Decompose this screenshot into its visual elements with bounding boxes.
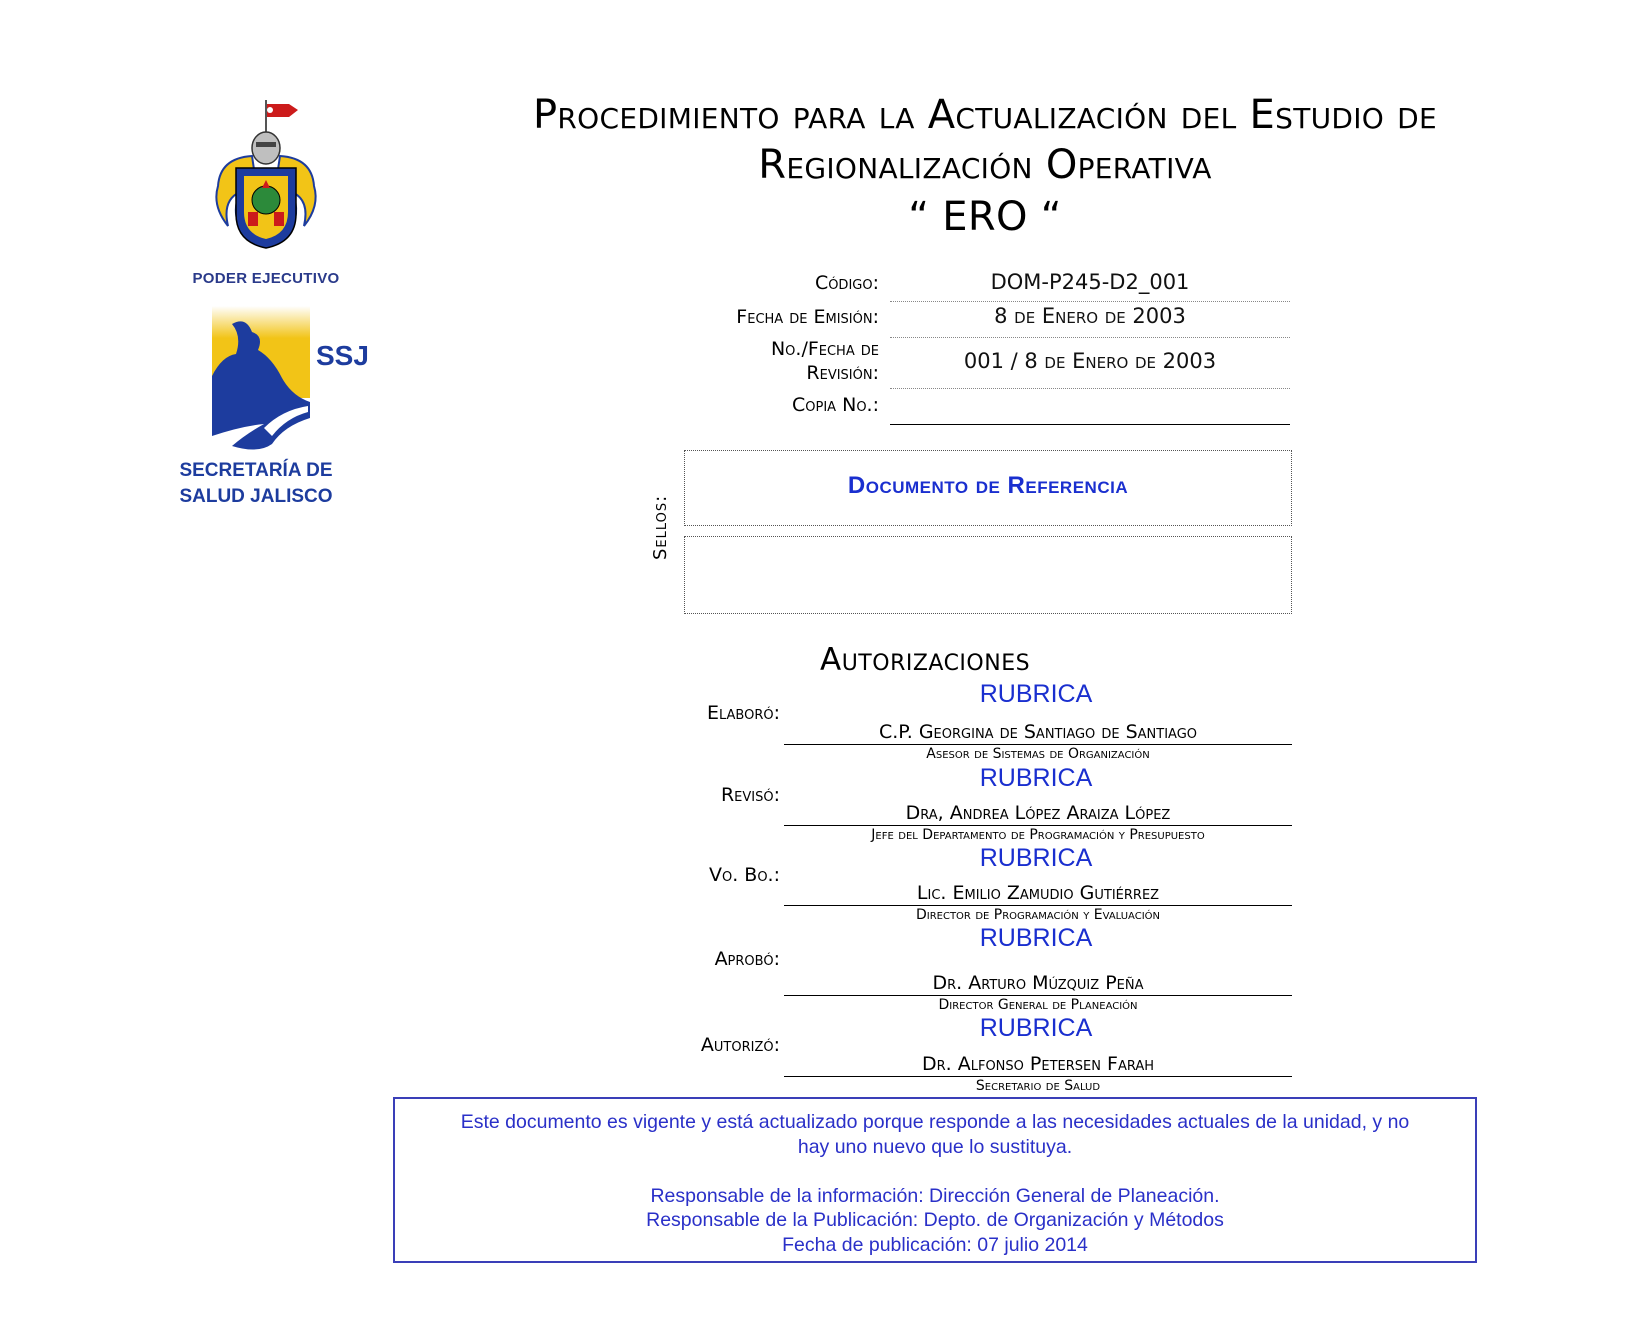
rubrica-signature: RUBRICA [979, 844, 1093, 872]
signer-position: Secretario de Salud [975, 1078, 1101, 1094]
ssj-emblem-icon [212, 306, 312, 454]
revision-value: 001 / 8 de Enero de 2003 [963, 349, 1217, 373]
role-label: Autorizó: [700, 1034, 780, 1056]
notice-spacer [395, 1159, 1475, 1184]
rubrica-signature: RUBRICA [979, 680, 1093, 708]
sellos-label: Sellos: [650, 494, 671, 560]
codigo-value: DOM-P245-D2_001 [990, 270, 1190, 294]
copia-line [890, 424, 1290, 425]
rubrica-signature: RUBRICA [979, 1014, 1093, 1042]
poder-ejecutivo-label: PODER EJECUTIVO [192, 270, 340, 287]
role-label: Revisó: [720, 784, 780, 806]
document-title-line3: “ ERO “ [908, 194, 1062, 240]
copia-label: Copia No.: [792, 394, 879, 416]
codigo-label: Código: [814, 272, 879, 294]
revision-label-line1: No./Fecha de [770, 338, 879, 360]
responsable-informacion: Responsable de la información: Dirección General de Planeación. [650, 1184, 1220, 1207]
autorizaciones-heading: Autorizaciones [820, 642, 1031, 678]
document-title-line1: Procedimiento para la Actualización del Estudio de [532, 92, 1438, 138]
notice-line2: hay uno nuevo que lo sustituya. [797, 1135, 1073, 1158]
fecha-emision-label: Fecha de Emisión: [736, 306, 879, 328]
fecha-emision-divider [890, 337, 1290, 338]
signature-line [784, 905, 1292, 906]
role-label: Vo. Bo.: [708, 864, 780, 886]
role-label: Elaboró: [706, 702, 780, 724]
signature-line [784, 1076, 1292, 1077]
responsable-publicacion: Responsable de la Publicación: Depto. de Organización y Métodos [646, 1209, 1224, 1231]
fecha-emision-value: 8 de Enero de 2003 [994, 304, 1186, 328]
signer-name: Lic. Emilio Zamudio Gutiérrez [916, 882, 1160, 904]
secretaria-label-line1: SECRETARÍA DE [179, 460, 333, 481]
stamp-box-empty [684, 536, 1292, 614]
signature-line [784, 744, 1292, 745]
secretaria-label-line2: SALUD JALISCO [179, 486, 333, 507]
coat-of-arms-icon [200, 96, 340, 264]
role-label: Aprobó: [714, 948, 780, 970]
signer-position: Director de Programación y Evaluación [915, 907, 1161, 923]
signer-name: Dr. Alfonso Petersen Farah [921, 1053, 1155, 1075]
rubrica-signature: RUBRICA [979, 764, 1093, 792]
rubrica-signature: RUBRICA [979, 924, 1093, 952]
ssj-label: SSJ [316, 340, 369, 371]
signer-position: Jefe del Departamento de Programación y Presupuesto [871, 827, 1205, 843]
signer-name: Dra, Andrea López Araiza López [905, 802, 1171, 824]
fecha-publicacion: Fecha de publicación: 07 julio 2014 [782, 1233, 1088, 1256]
signer-position: Asesor de Sistemas de Organización [926, 746, 1150, 762]
signer-name: Dr. Arturo Múzquiz Peña [932, 972, 1144, 994]
jalisco-coat-of-arms-logo [200, 96, 340, 264]
notice-line1: Este documento es vigente y está actualizado porque responde a las necesidades actuales de la unidad, y no [460, 1111, 1410, 1133]
revision-divider [890, 388, 1290, 389]
ssj-logo [212, 306, 312, 454]
signer-position: Director General de Planeación [938, 997, 1138, 1013]
signer-name: C.P. Georgina de Santiago de Santiago [878, 721, 1198, 743]
reference-document-title: Documento de Referencia [847, 472, 1129, 499]
signature-line [784, 825, 1292, 826]
validity-notice-box [393, 1097, 1477, 1263]
signature-line [784, 995, 1292, 996]
codigo-divider [890, 301, 1290, 302]
document-title-line2: Regionalización Operativa [758, 142, 1212, 188]
revision-label-line2: Revisión: [806, 362, 879, 384]
